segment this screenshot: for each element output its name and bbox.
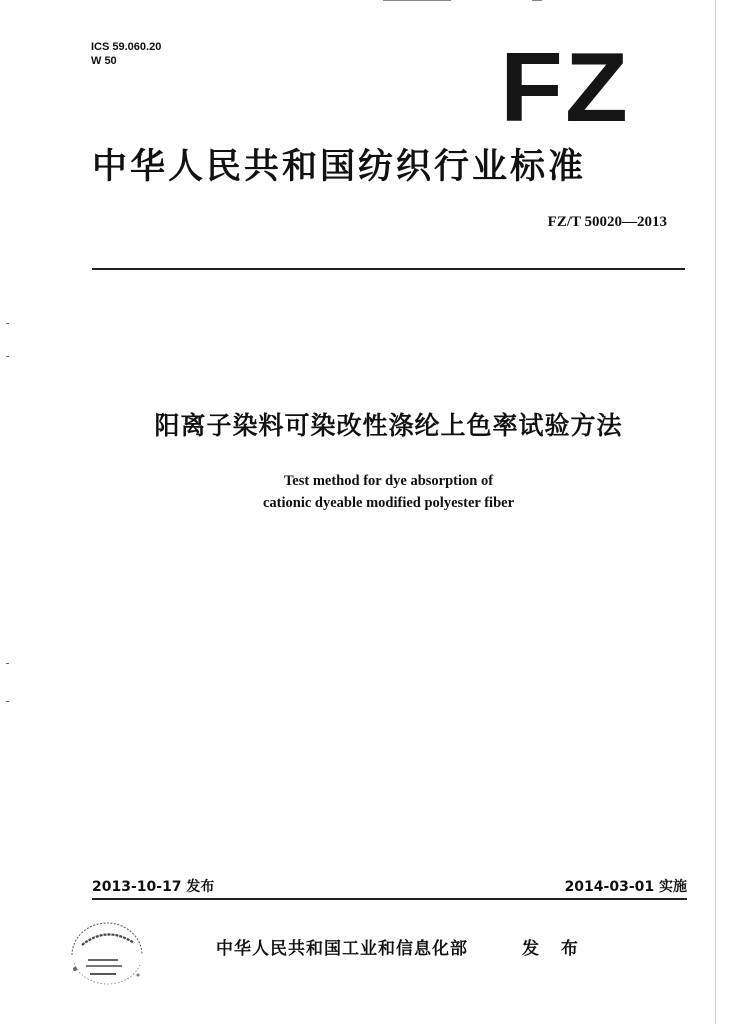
scan-mark	[6, 323, 9, 324]
scan-mark	[6, 663, 9, 664]
page-edge	[715, 0, 716, 1024]
issue-date: 2013-10-17 发布	[92, 879, 215, 895]
classification-codes	[91, 40, 161, 68]
scan-mark	[6, 701, 9, 702]
issuing-authority: 中华人民共和国工业和信息化部	[216, 939, 468, 959]
scan-edge-mark	[532, 0, 542, 1]
library-stamp-icon	[62, 915, 152, 995]
english-title-line-2: cationic dyeable modified polyester fiber	[262, 495, 515, 511]
english-title-line-1: Test method for dye absorption of	[283, 473, 494, 489]
english-title	[92, 470, 685, 514]
ics-code: ICS 59.060.20	[91, 41, 162, 53]
standard-number: FZ/T 50020—2013	[547, 214, 667, 230]
fz-logo: FZ	[500, 32, 630, 142]
implementation-date: 2014-03-01 实施	[564, 879, 687, 895]
ccs-code: W 50	[91, 55, 117, 67]
scan-edge-mark	[383, 0, 451, 1]
chinese-title: 阳离子染料可染改性涤纶上色率试验方法	[154, 411, 623, 440]
standard-category-title: 中华人民共和国纺织行业标准	[92, 147, 587, 187]
top-divider	[92, 268, 685, 270]
bottom-divider	[92, 898, 687, 900]
publish-label: 发 布	[522, 939, 586, 959]
scan-mark	[6, 356, 9, 357]
